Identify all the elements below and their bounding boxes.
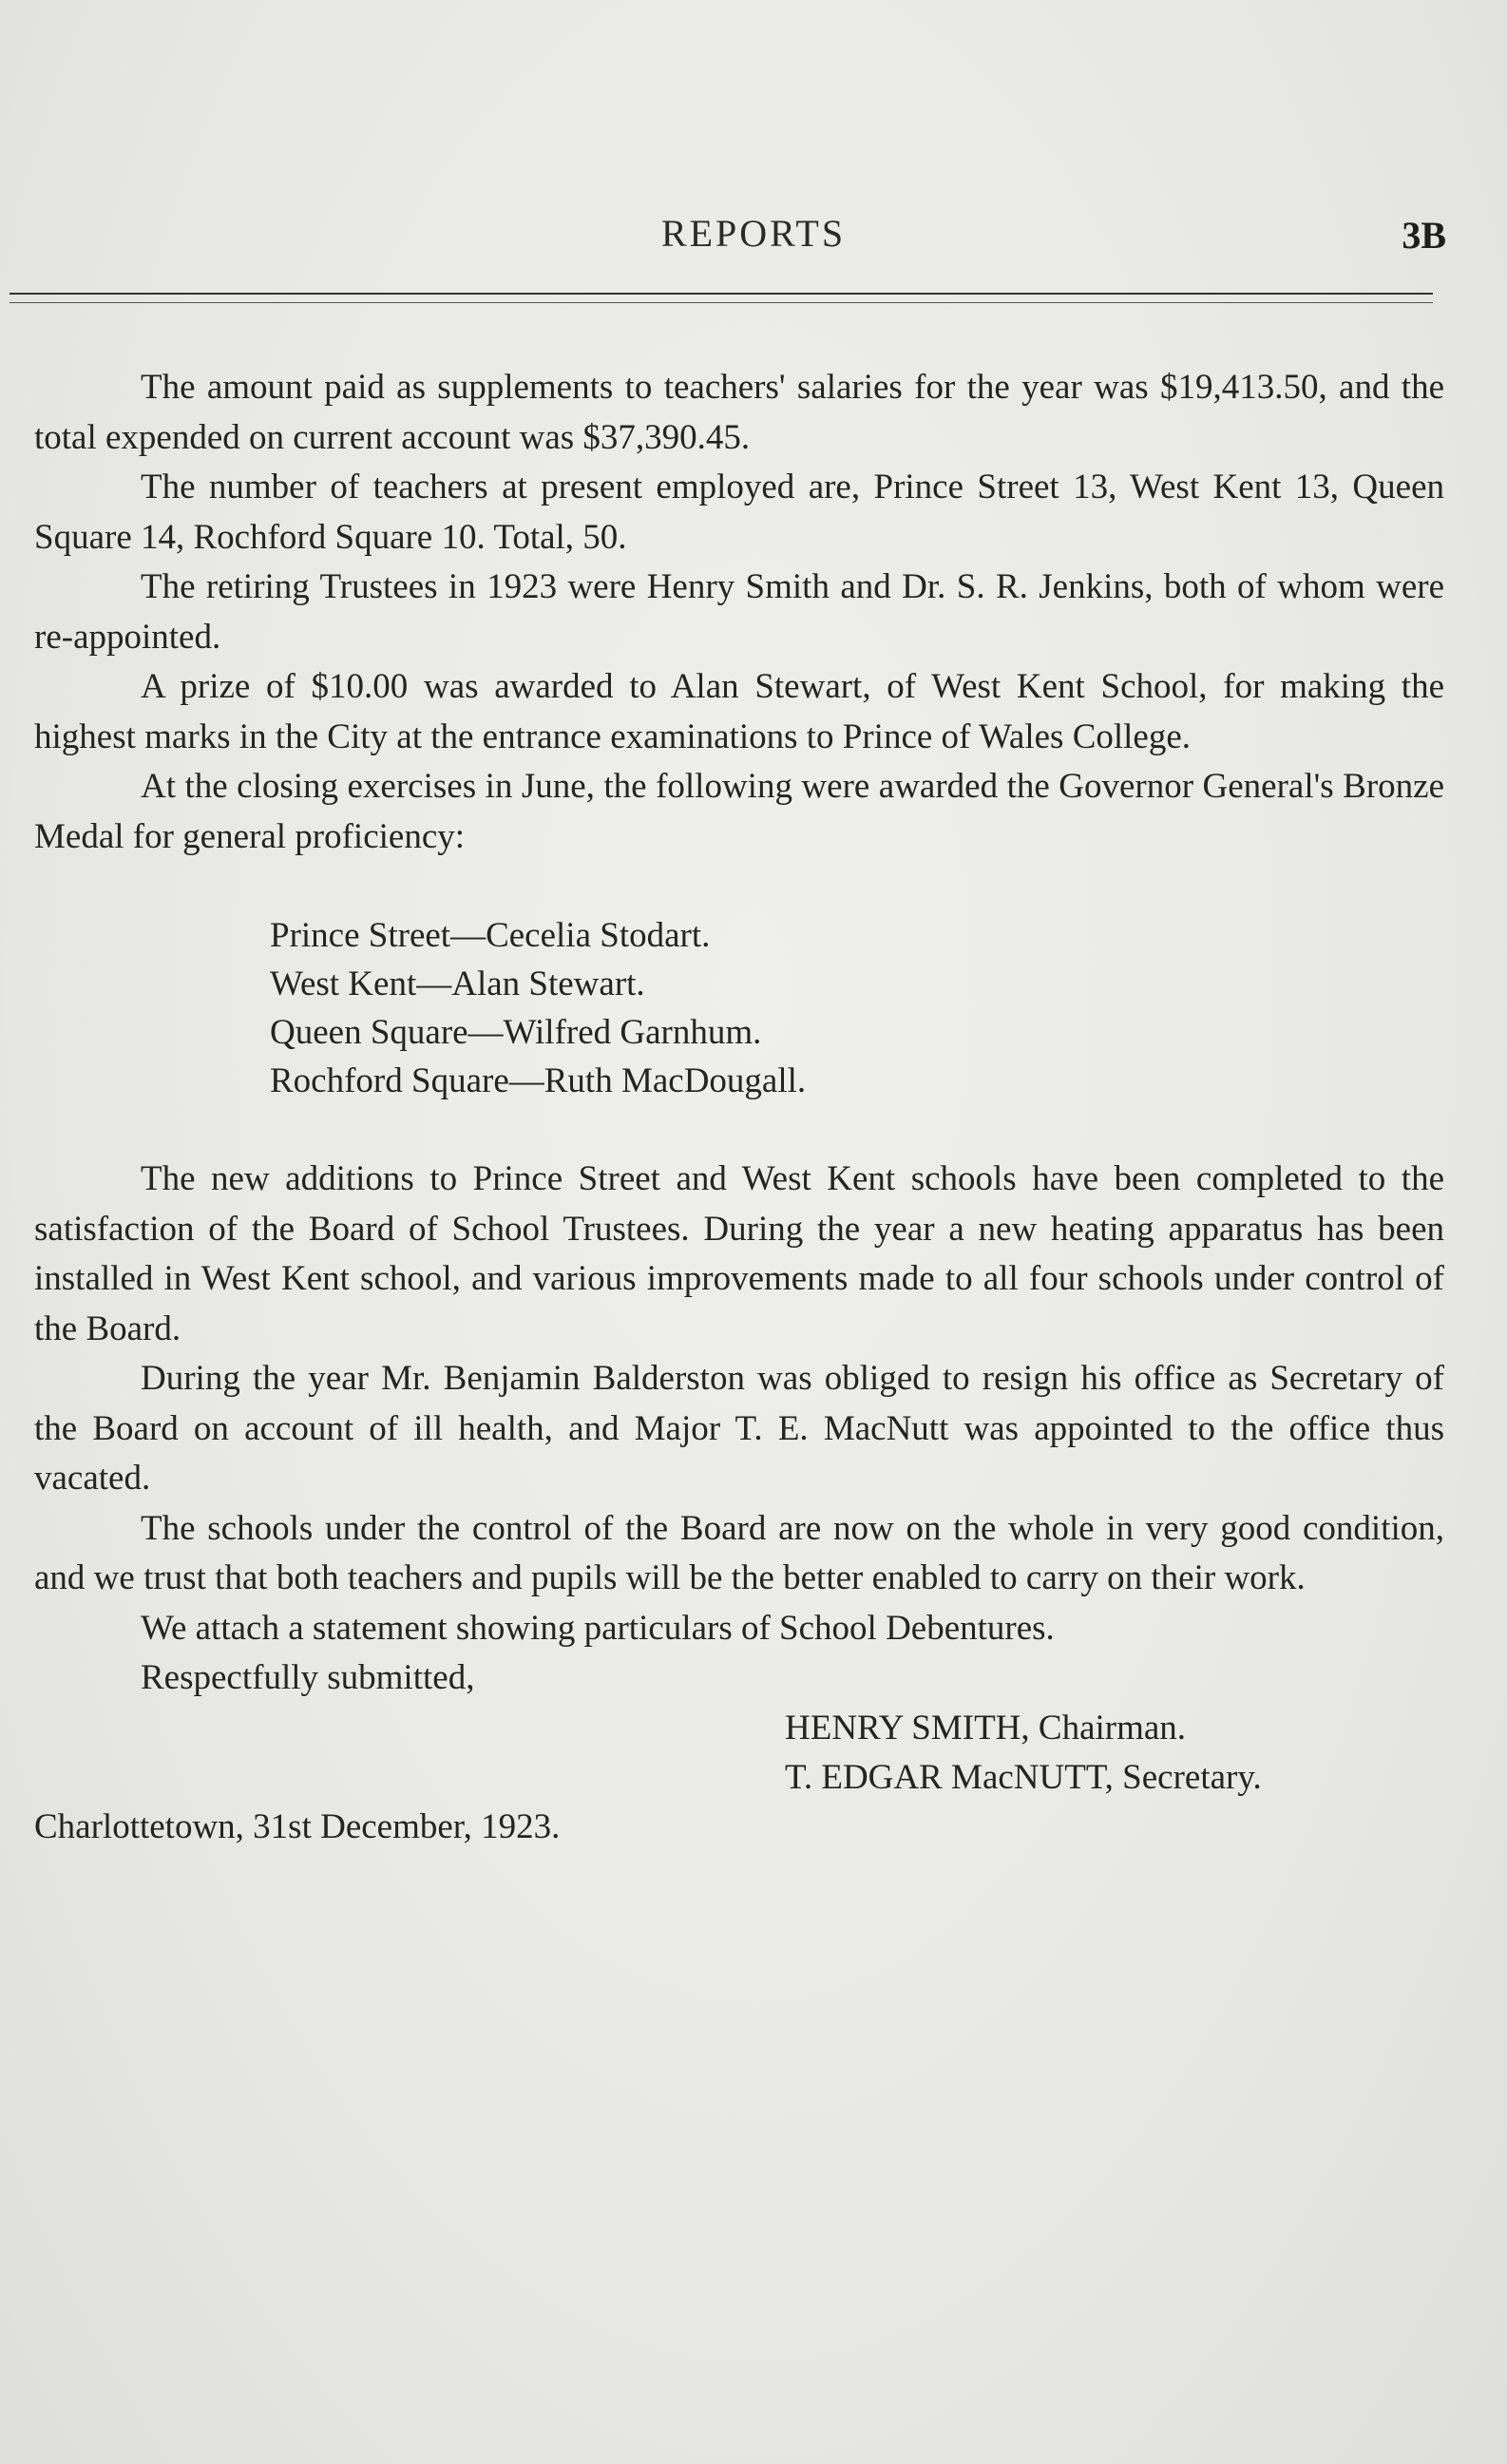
header-rule-top [10, 293, 1433, 295]
paragraph-salaries: The amount paid as supplements to teachers' salaries for the year was $19,413.50, and the total expended on current account was $37,390.45. [34, 368, 1444, 457]
header-rule-bottom [10, 302, 1433, 303]
running-head: REPORTS [660, 212, 847, 255]
page-header [0, 211, 1507, 258]
paragraph-secretary: During the year Mr. Benjamin Balderston was obliged to resign his office as Secretary of the Board on account of ill health, and Major T. E. MacNutt was appointed to the office thus vacated. [34, 1359, 1444, 1498]
paragraph-debentures: We attach a statement showing particulars of School Debentures. [141, 1608, 1055, 1648]
medal-winner: Prince Street—Cecelia Stodart. [270, 916, 711, 955]
paragraph-additions: The new additions to Prince Street and West Kent schools have been completed to the satisfaction of the Board of School Trustees. During the year a new heating apparatus has been installed in West Kent school, and various improvements made to all four schools under control of the Board. [34, 1159, 1444, 1348]
dateline: Charlottetown, 31st December, 1923. [34, 1806, 561, 1846]
medal-winners-list [270, 911, 1444, 1105]
medal-winner: Rochford Square—Ruth MacDougall. [270, 1061, 807, 1100]
page-number: 3B [1402, 214, 1446, 257]
report-body [34, 363, 1444, 1852]
paragraph-prize: A prize of $10.00 was awarded to Alan Stewart, of West Kent School, for making the highest marks in the City at the entrance examinations to Prince of Wales College. [34, 667, 1444, 756]
signature-secretary: T. EDGAR MacNUTT, Secretary. [785, 1757, 1262, 1797]
paragraph-medals-intro: At the closing exercises in June, the following were awarded the Governor General's Bronze Medal for general proficiency: [34, 767, 1444, 856]
medal-winner: Queen Square—Wilfred Garnhum. [270, 1013, 762, 1052]
paragraph-condition: The schools under the control of the Board are now on the whole in very good condition, and we trust that both teachers and pupils will be the better enabled to carry on their work. [34, 1508, 1444, 1597]
signature-block [785, 1704, 1444, 1803]
paragraph-submitted: Respectfully submitted, [141, 1658, 475, 1697]
medal-winner: West Kent—Alan Stewart. [270, 965, 645, 1003]
signature-chairman: HENRY SMITH, Chairman. [785, 1708, 1187, 1748]
paragraph-trustees: The retiring Trustees in 1923 were Henry Smith and Dr. S. R. Jenkins, both of whom were re-appointed. [34, 567, 1444, 657]
paragraph-teachers: The number of teachers at present employed are, Prince Street 13, West Kent 13, Queen Square 14, Rochford Square 10. Total, 50. [34, 468, 1444, 557]
